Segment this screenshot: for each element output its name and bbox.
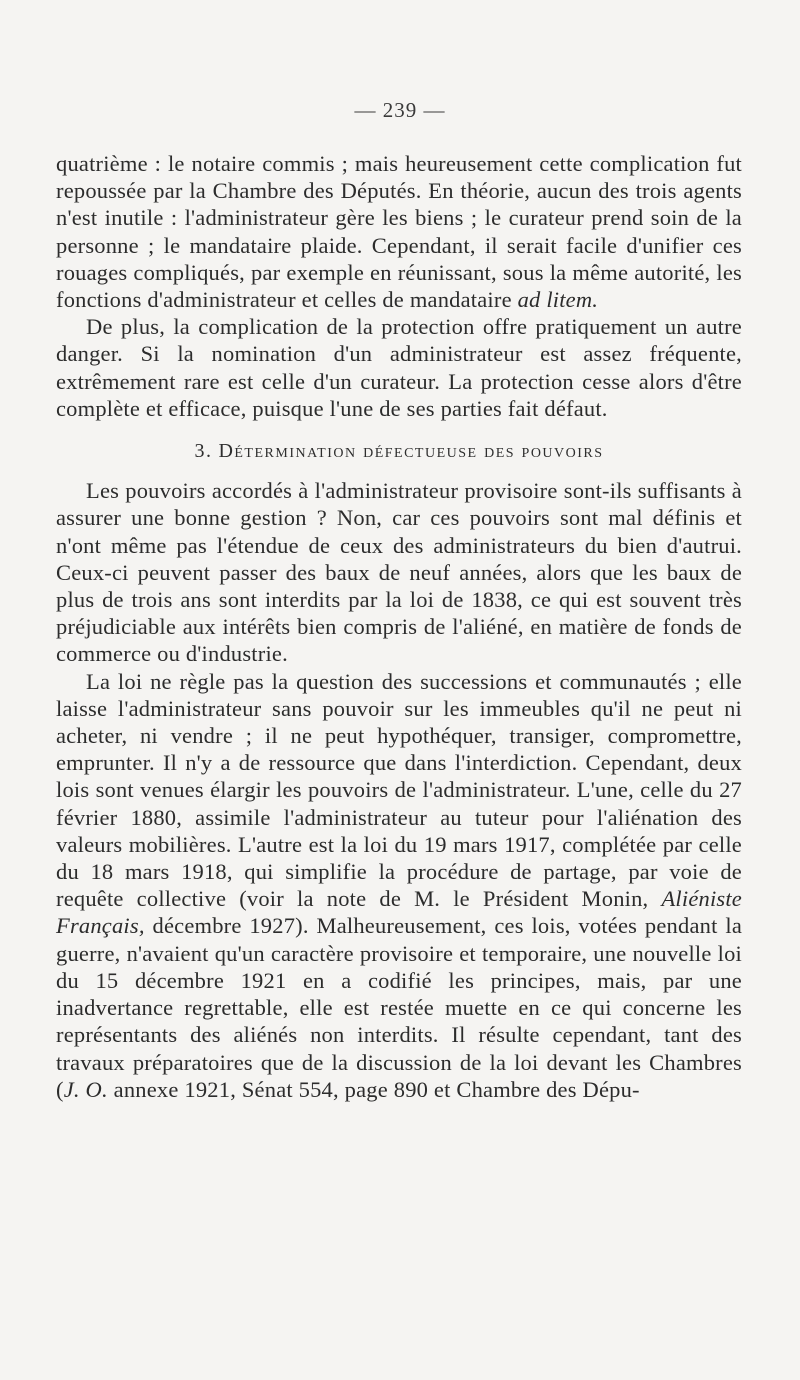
section-heading	[56, 438, 742, 465]
paragraph-1	[56, 150, 742, 313]
paragraph-3: Les pouvoirs accordés à l'administrateur provisoire sont-ils suffisants à assurer une bonne gestion ? Non, car ces pouvoirs sont mal définis et n'ont même pas l'étendue de ceux des administrateurs du bien d'autrui. Ceux-ci peuvent passer des baux de neuf années, alors que les baux de plus de trois ans sont interdits par la loi de 1838, ce qui est souvent très préjudiciable aux intérêts bien compris de l'aliéné, en matière de fonds de commerce ou d'industrie.	[56, 478, 742, 667]
section-heading-number: 3.	[194, 440, 213, 463]
paragraph-4-text-a: La loi ne règle pas la question des successions et communautés ; elle laisse l'administrateur sans pouvoir sur les immeubles qu'il ne peut ni acheter, ni vendre ; il ne peut hypothéquer, transiger, compromettre, emprunter. Il n'y a de ressource que dans l'interdiction. Cependant, deux lois sont venues élargir les pouvoirs de l'administrateur. L'une, celle du 27 février 1880, assimile l'administrateur au tuteur pour l'aliénation des valeurs mobilières. L'autre est la loi du 19 mars 1917, complétée par celle du 18 mars 1918, qui simplifie la procédure de partage, par voie de requête collective (voir la note de M. le Président Monin,	[56, 668, 742, 912]
paragraph-1-italic: ad litem.	[517, 287, 599, 313]
body-text	[56, 150, 742, 1103]
paragraph-2: De plus, la complication de la protection offre pratiquement un autre danger. Si la nomination d'un administrateur est assez fréquente, extrêmement rare est celle d'un curateur. La protection cesse alors d'être complète et efficace, puisque l'une de ses parties fait défaut.	[56, 314, 742, 421]
paragraph-4-text-c: annexe 1921, Sénat 554, page 890 et Chambre des Dépu-	[113, 1076, 640, 1102]
paragraph-4-italic-jo: J. O.	[63, 1076, 108, 1102]
paragraph-4-italic-journal: Aliéniste Français,	[56, 886, 742, 939]
paragraph-1-text: quatrième : le notaire commis ; mais heureusement cette complication fut repoussée par la Chambre des Députés. En théorie, aucun des trois agents n'est inutile : l'administrateur gère les biens ; le curateur prend soin de la personne ; le mandataire plaide. Cependant, il serait facile d'unifier ces rouages compliqués, par exemple en réunissant, sous la même autorité, les fonctions d'administrateur et celles de mandataire	[56, 151, 742, 313]
paragraph-4-text-b: décembre 1927). Malheureusement, ces lois, votées pendant la guerre, n'avaient qu'un caractère provisoire et temporaire, une nouvelle loi du 15 décembre 1921 en a codifié les principes, mais, par une inadvertance regrettable, elle est restée muette en ce qui concerne les représentants des aliénés non interdits. Il résulte cependant, tant des travaux préparatoires que de la discussion de la loi devant les Chambres (	[56, 913, 742, 1102]
paragraph-4	[56, 668, 742, 1103]
section-heading-title: Détermination défectueuse des pouvoirs	[218, 440, 604, 463]
page-number: — 239 —	[354, 98, 446, 122]
